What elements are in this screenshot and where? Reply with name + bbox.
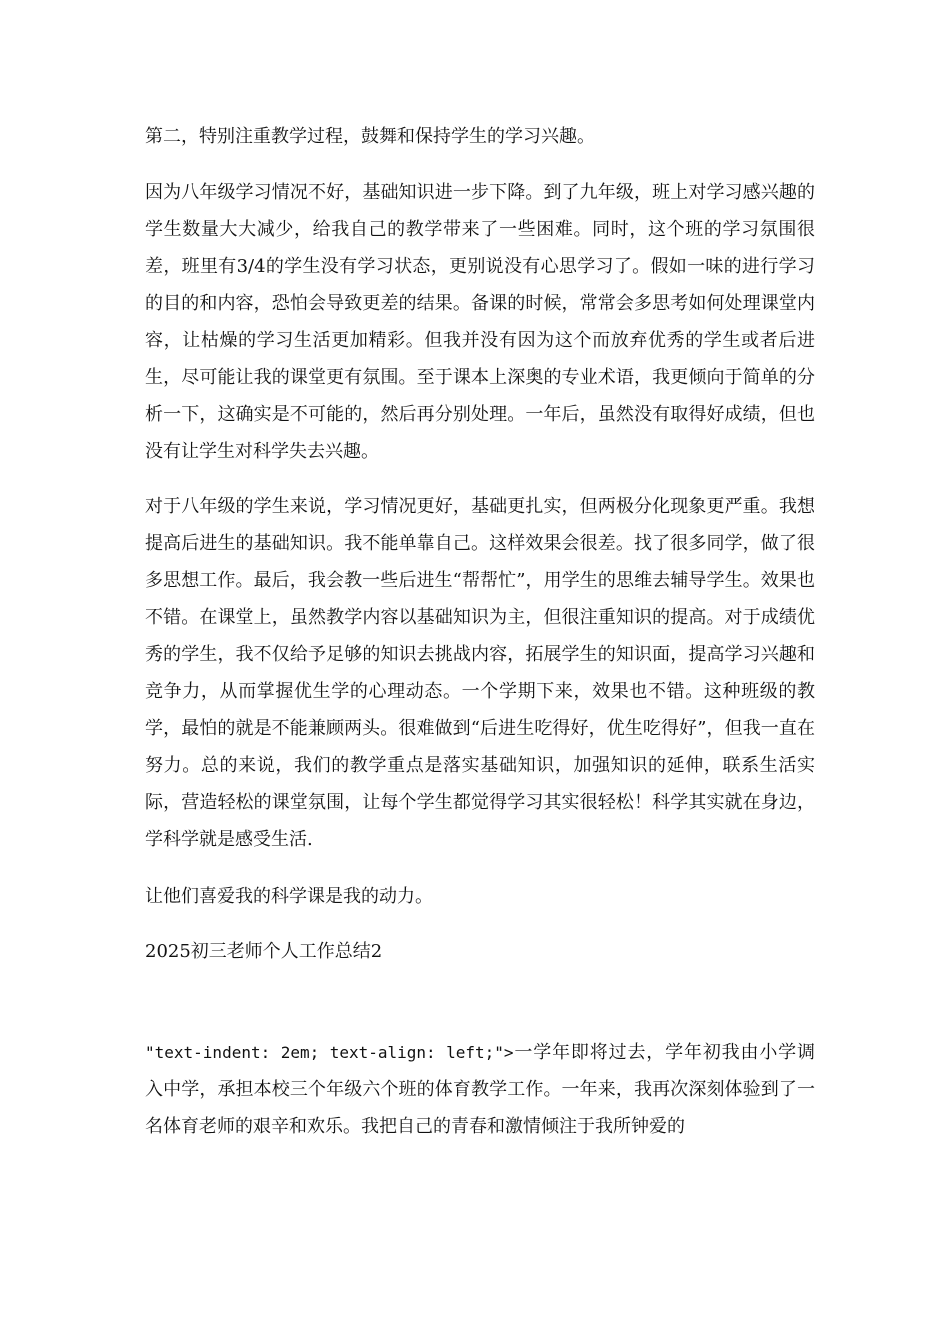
paragraph-intro: 第二，特别注重教学过程，鼓舞和保持学生的学习兴趣。: [145, 126, 595, 147]
paragraph-grade-nine: 因为八年级学习情况不好，基础知识进一步下降。到了九年级，班上对学习感兴趣的学生数量大大减少，给我自己的教学带来了一些困难。同时，这个班的学习氛围很差，班里有3/4的学生没有学习状态，更别说没有心思学习了。假如一味的进行学习的目的和内容，恐怕会导致更差的结果。备课的时候，常常会多思考如何处理课堂内容，让枯燥的学习生活更加精彩。但我并没有因为这个而放弃优秀的学生或者后进生，尽可能让我的课堂更有氛围。至于课本上深奥的专业术语，我更倾向于简单的分析一下，这确实是不可能的，然后再分别处理。一年后，虽然没有取得好成绩，但也没有让学生对科学失去兴趣。: [145, 182, 815, 462]
paragraph-motivation: 让他们喜爱我的科学课是我的动力。: [145, 886, 433, 907]
paragraph-pe-text: 一学年即将过去，学年初我由小学调入中学，承担本校三个年级六个班的体育教学工作。一年来，我再次深刻体验到了一名体育老师的艰辛和欢乐。我把自己的青春和激情倾注于我所钟爱的: [145, 1042, 816, 1137]
document-body: [145, 118, 815, 1145]
stray-style-text: "text-indent: 2em; text-align: left;">: [145, 1043, 514, 1062]
paragraph-pe-teacher: [145, 1034, 815, 1145]
paragraph-grade-eight: 对于八年级的学生来说，学习情况更好，基础更扎实，但两极分化现象更严重。我想提高后进生的基础知识。我不能单靠自己。这样效果会很差。找了很多同学，做了很多思想工作。最后，我会教一些后进生“帮帮忙”，用学生的思维去辅导学生。效果也不错。在课堂上，虽然教学内容以基础知识为主，但很注重知识的提高。对于成绩优秀的学生，我不仅给予足够的知识去挑战内容，拓展学生的知识面，提高学习兴趣和竞争力，从而掌握优生学的心理动态。一个学期下来，效果也不错。这种班级的教学，最怕的就是不能兼顾两头。很难做到“后进生吃得好，优生吃得好”，但我一直在努力。总的来说，我们的教学重点是落实基础知识，加强知识的延伸，联系生活实际，营造轻松的课堂氛围，让每个学生都觉得学习其实很轻松！科学其实就在身边，学科学就是感受生活.: [145, 496, 815, 850]
section-heading: 2025初三老师个人工作总结2: [145, 941, 383, 962]
